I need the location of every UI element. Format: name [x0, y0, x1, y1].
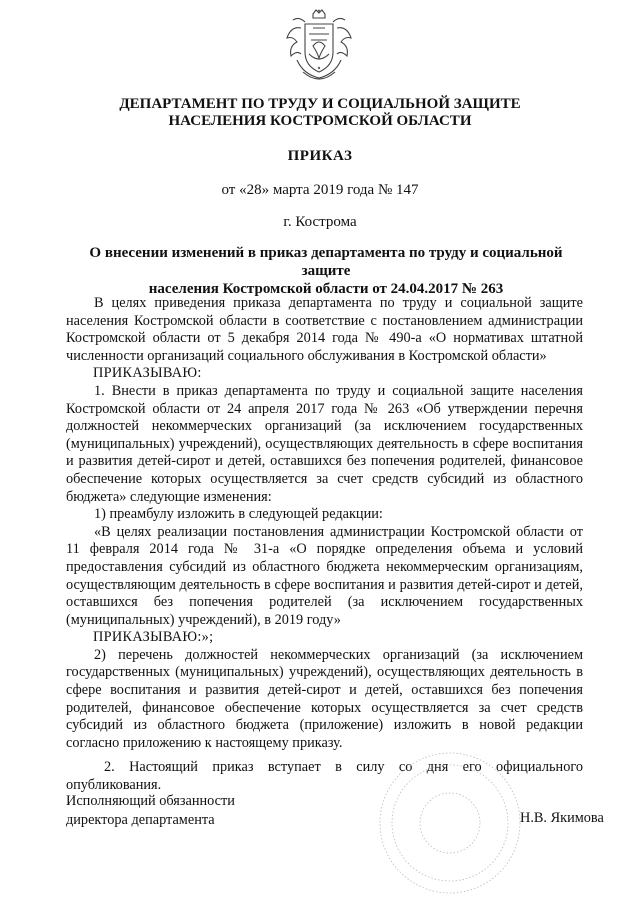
- point-1-1: 1) преамбулу изложить в следующей редакции:: [94, 506, 383, 523]
- point-2: 2. Настоящий приказ вступает в силу со дня его официального опубликования.: [66, 759, 583, 794]
- coat-of-arms-icon: [283, 8, 355, 86]
- point-1-2: 2) перечень должностей некоммерческих организаций (за исключением государственных (муниципальных) учреждений), осуществляющих деятельность в сфере воспитания и развития детей-сирот и детей, оставшихся без попечения родителей, финансовое обеспечение которых осуществляется за счет средств субсидий из областного бюджета (приложение) изложить в новой редакции согласно приложению к настоящему приказу.: [66, 646, 583, 751]
- official-stamp-icon: [370, 748, 530, 898]
- department-name-line2: НАСЕЛЕНИЯ КОСТРОМСКОЙ ОБЛАСТИ: [168, 113, 472, 129]
- orders-heading-quoted: ПРИКАЗЫВАЮ:»;: [93, 629, 214, 646]
- signatory-position-line2: директора департамента: [66, 812, 215, 828]
- preamble-paragraph: В целях приведения приказа департамента по труду и социальной защите населения Костромской области в соответствие с постановлением администрации Костромской области от 5 декабря 2014 года № 490-а «О нормативах штатной численности организаций социального обслуживания в Костромской области»: [66, 295, 583, 364]
- point-1: 1. Внести в приказ департамента по труду и социальной защите населения Костромской области от 24 апреля 2017 года № 263 «Об утверждении перечня должностей некоммерческих организаций (за исключением государственных (муниципальных) учреждений), осуществляющих деятельность в сфере воспитания и развития детей-сирот и детей, оставшихся без попечения родителей, финансовое обеспечение которых осуществляется за счет средств субсидий из областного бюджета» следующие изменения:: [66, 382, 583, 505]
- order-city: г. Кострома: [283, 214, 357, 230]
- department-name-line1: ДЕПАРТАМЕНТ ПО ТРУДУ И СОЦИАЛЬНОЙ ЗАЩИТЕ: [119, 96, 521, 112]
- signatory-position-line1: Исполняющий обязанности: [66, 793, 235, 809]
- order-date-number: от «28» марта 2019 года № 147: [221, 182, 419, 198]
- order-body: [66, 295, 583, 795]
- order-subject-line1: О внесении изменений в приказ департамента по труду и социальной защите: [89, 245, 563, 279]
- order-subject: [66, 244, 586, 298]
- order-title: ПРИКАЗ: [287, 148, 353, 164]
- signatory-position: [66, 792, 235, 830]
- orders-heading: ПРИКАЗЫВАЮ:: [93, 365, 202, 382]
- quoted-preamble: «В целях реализации постановления администрации Костромской области от 11 февраля 2014 года № 31-а «О порядке определения объема и условий предоставления субсидий из областного бюджета некоммерческим организациям, осуществляющим деятельность в сфере воспитания и развития детей-сирот и детей, оставшихся без попечения родителей (за исключением государственных (муниципальных) учреждений), в 2019 году»: [66, 523, 583, 628]
- signatory-name: Н.В. Якимова: [520, 810, 604, 826]
- department-name: [60, 96, 580, 130]
- order-subject-line2: населения Костромской области от 24.04.2017 № 263: [148, 281, 504, 297]
